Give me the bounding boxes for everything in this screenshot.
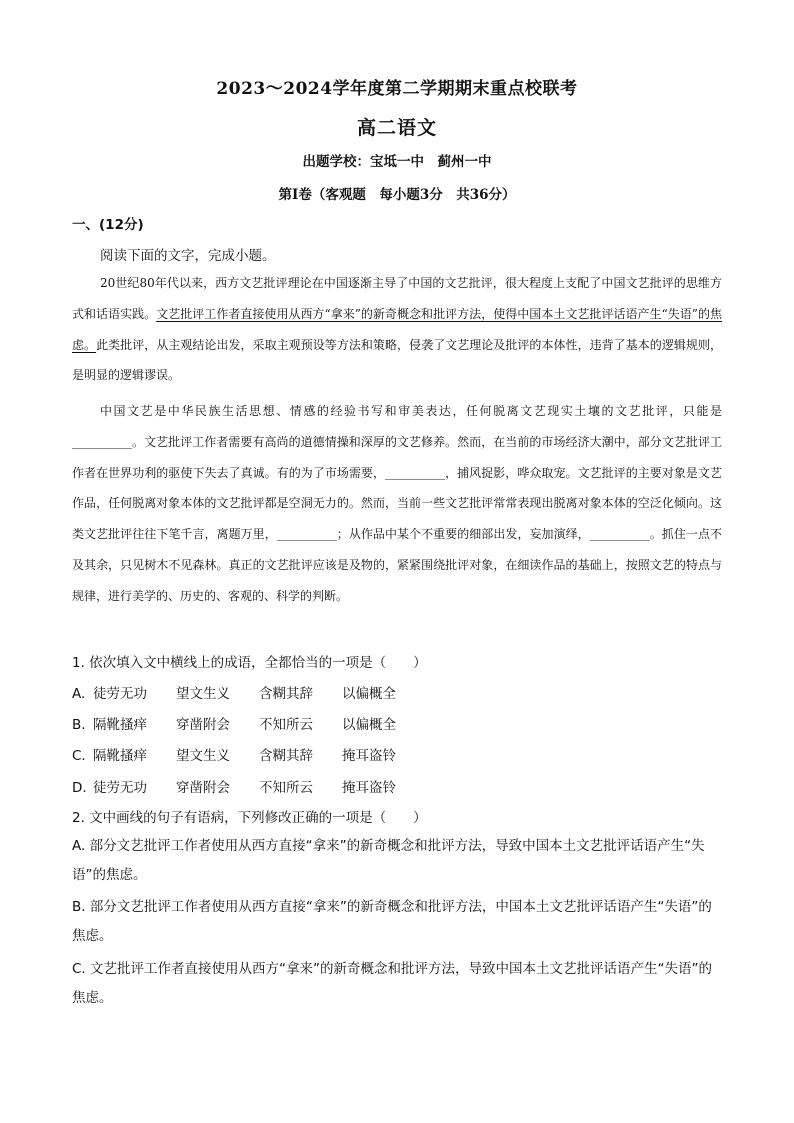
- section-heading: 一、(12分): [72, 217, 144, 233]
- option-word: 望文生义: [176, 748, 230, 764]
- underlined-sentence: 文艺批评工作者直接使用从西方“拿来”的新奇概念和批评方法，使得中国本土文艺批评话语产生“失语”的焦虑。: [72, 306, 722, 352]
- question-1-option-a[interactable]: [72, 682, 425, 702]
- option-word: 掩耳盗铃: [342, 748, 396, 764]
- option-word: 含糊其辞: [259, 748, 313, 764]
- passage-text: 20世纪80年代以来，西方文艺批评理论在中国逐渐主导了中国的文艺批评，很大程度上支配了中国文艺批评的思维方式和话语实践。: [72, 276, 722, 321]
- option-word: 隔靴搔痒: [93, 717, 147, 733]
- option-word: 以偏概全: [342, 686, 396, 702]
- option-word: 穿凿附会: [176, 780, 230, 796]
- option-letter: C.: [72, 961, 86, 977]
- question-2-option-a[interactable]: [72, 832, 722, 890]
- subject-title: 高二语文: [356, 117, 437, 139]
- volume-line: 第Ⅰ卷（客观题 每小题3分 共36分）: [278, 187, 516, 203]
- question-1-option-b[interactable]: [72, 713, 425, 733]
- option-word: 含糊其辞: [259, 686, 313, 702]
- option-letter: D.: [72, 780, 87, 796]
- passage-paragraph-1: [72, 268, 722, 391]
- option-word: 不知所云: [259, 717, 313, 733]
- option-word: 望文生义: [176, 686, 230, 702]
- option-text: 部分文艺批评工作者使用从西方直接“拿来”的新奇概念和批评方法，导致中国本土文艺批评话语产生“失语”的焦虑。: [72, 838, 705, 883]
- question-2-option-b[interactable]: [72, 893, 722, 951]
- option-word: 不知所云: [259, 780, 313, 796]
- question-1-option-c[interactable]: [72, 744, 425, 764]
- option-letter: B.: [72, 899, 86, 915]
- option-word: 以偏概全: [342, 717, 396, 733]
- option-word: 穿凿附会: [176, 717, 230, 733]
- option-letter: B.: [72, 717, 86, 733]
- question-1-stem: 1. 依次填入文中横线上的成语，全都恰当的一项是（ ）: [72, 655, 427, 671]
- option-letter: A.: [72, 686, 86, 702]
- passage-text: 此类批评，从主观结论出发，采取主观预设等方法和策略，侵袭了文艺理论及批评的本体性，违背了基本的逻辑规则，是明显的逻辑谬误。: [72, 337, 722, 383]
- option-word: 掩耳盗铃: [342, 780, 396, 796]
- question-1-option-d[interactable]: [72, 776, 425, 796]
- option-text: 部分文艺批评工作者使用从西方直接“拿来”的新奇概念和批评方法，中国本土文艺批评话语产生“失语”的焦虑。: [72, 899, 712, 944]
- option-letter: A.: [72, 838, 86, 854]
- passage-paragraph-2: 中国文艺是中华民族生活思想、情感的经验书写和审美表达，任何脱离文艺现实土壤的文艺批评，只能是__________。文艺批评工作者需要有高尚的道德情操和深厚的文艺修养。然而，在当前的市场经济大潮中，部分文艺批评工作者在世界功利的驱使下失去了真诚。有的为了市场需要，__________，捕风捉影，哗众取宠。文艺批评的主要对象是文艺作品，任何脱离对象本体的文艺批评都是空洞无力的。然而，当前一些文艺批评常常表现出脱离对象本体的空泛化倾向。这类文艺批评往往下笔千言，离题万里，__________；从作品中某个不重要的细部出发，妄加演绎，__________。抓住一点不及其余，只见树木不见森林。真正的文艺批评应该是及物的，紧紧围绕批评对象，在细读作品的基础上，按照文艺的特点与规律，进行美学的、历史的、客观的、科学的判断。: [72, 404, 722, 603]
- question-2-option-c[interactable]: [72, 955, 722, 1013]
- schools-line: 出题学校：宝坻一中 蓟州一中: [302, 154, 492, 170]
- question-2-stem: 2. 文中画线的句子有语病，下列修改正确的一项是（ ）: [72, 810, 427, 826]
- option-letter: C.: [72, 748, 86, 764]
- option-text: 文艺批评工作者直接使用从西方“拿来”的新奇概念和批评方法，导致中国本土文艺批评话语产生“失语”的焦虑。: [72, 961, 712, 1006]
- option-word: 隔靴搔痒: [93, 748, 147, 764]
- exam-title: 2023～2024学年度第二学期期末重点校联考: [216, 79, 578, 99]
- option-word: 徒劳无功: [93, 780, 147, 796]
- reading-instruction: 阅读下面的文字，完成小题。: [100, 248, 276, 264]
- option-word: 徒劳无功: [93, 686, 147, 702]
